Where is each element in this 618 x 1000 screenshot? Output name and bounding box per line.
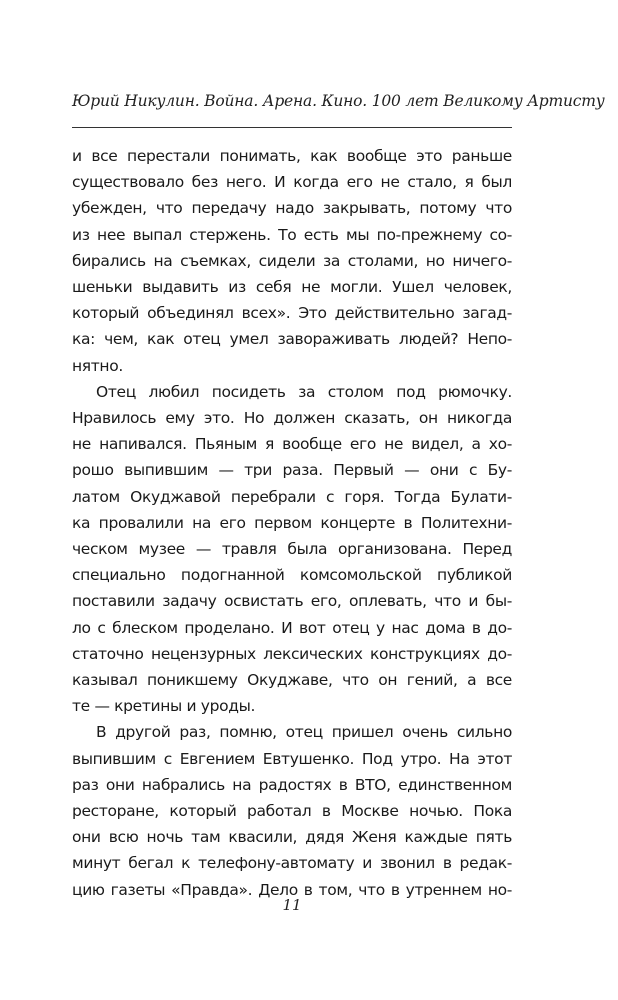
text-line: казывал поникшему Окуджаве, что он гений, а все xyxy=(72,671,512,690)
page-number: 11 xyxy=(282,896,302,914)
text-line: статочно нецензурных лексических конструкциях до- xyxy=(72,644,512,663)
text-line: минут бегал к телефону-автомату и звонил в редак- xyxy=(72,854,512,873)
text-body xyxy=(72,143,512,903)
text-line: ка: чем, как отец умел завораживать людей? Непо- xyxy=(72,330,512,349)
text-line: специально подогнанной комсомольской публикой xyxy=(72,566,512,585)
text-line: Нравилось ему это. Но должен сказать, он никогда xyxy=(72,409,512,428)
text-line: и все перестали понимать, как вообще это раньше xyxy=(72,147,512,165)
text-line: ло с блеском проделано. И вот отец у нас дома в до- xyxy=(72,618,512,637)
text-line: ческом музее — травля была организована. Перед xyxy=(72,540,512,559)
text-line: поставили задачу освистать его, оплевать, что и бы- xyxy=(72,592,512,611)
text-line: бирались на съемках, сидели за столами, но ничего- xyxy=(72,251,512,270)
text-line: раз они набрались на радостях в ВТО, единственном xyxy=(72,775,512,794)
text-line: В другой раз, помню, отец пришел очень сильно xyxy=(96,723,512,742)
text-line: убежден, что передачу надо закрывать, потому что xyxy=(72,199,512,218)
text-line: который объединял всех». Это действительно загад- xyxy=(72,304,512,323)
text-line: латом Окуджавой перебрали с горя. Тогда Булати- xyxy=(72,487,512,506)
text-line: из нее выпал стержень. То есть мы по-прежнему со- xyxy=(72,225,512,244)
running-head: Юрий Никулин. Война. Арена. Кино. 100 лет Великому Артисту xyxy=(72,92,605,110)
text-line: не напивался. Пьяным я вообще его не видел, а хо- xyxy=(72,435,512,454)
text-line: ка провалили на его первом концерте в Политехни- xyxy=(72,513,512,532)
paragraph-1 xyxy=(72,143,512,379)
text-line: нятно. xyxy=(72,356,123,375)
paragraph-2 xyxy=(72,379,512,720)
text-line: те — кретины и уроды. xyxy=(72,697,256,716)
text-line: существовало без него. И когда его не стало, я был xyxy=(72,173,512,192)
text-line: они всю ночь там квасили, дядя Женя каждые пять xyxy=(72,828,512,847)
text-line: ресторане, который работал в Москве ночью. Пока xyxy=(72,802,512,821)
text-line: шеньки выдавить из себя не могли. Ушел человек, xyxy=(72,278,512,297)
text-line: цию газеты «Правда». Дело в том, что в утреннем но- xyxy=(72,880,512,899)
paragraph-3 xyxy=(72,719,512,902)
header-divider xyxy=(72,127,512,128)
text-line: рошо выпившим — три раза. Первый — они с Бу- xyxy=(72,461,512,480)
text-line: выпившим с Евгением Евтушенко. Под утро. На этот xyxy=(72,749,512,768)
text-line: Отец любил посидеть за столом под рюмочку. xyxy=(96,382,512,401)
